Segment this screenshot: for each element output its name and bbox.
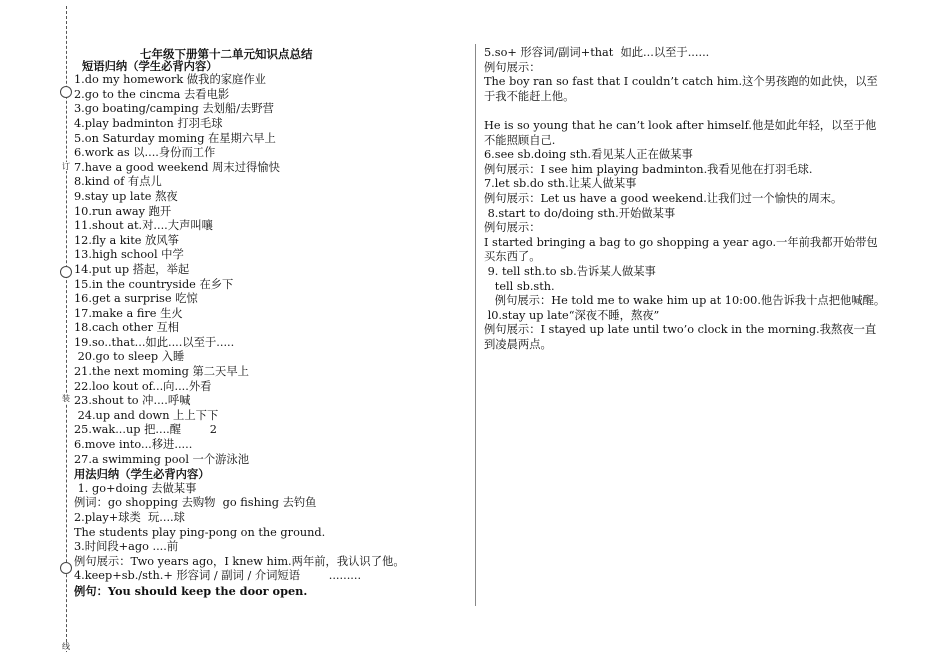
phrase-item: 24.up and down 上上下下 bbox=[74, 408, 219, 422]
phrase-item: 1.do my homework 做我的家庭作业 bbox=[74, 73, 266, 87]
usage-item: 1. go+doing 去做某事 bbox=[74, 481, 197, 495]
binding-mark-ding: 订 bbox=[62, 162, 70, 171]
usage-line: 例句展示：Let us have a good weekend.让我们过一个愉快的周末。 bbox=[484, 191, 843, 205]
phrase-item: 16.get a surprise 吃惊 bbox=[74, 292, 198, 306]
title-spacer bbox=[74, 44, 466, 59]
phrase-item: 11.shout at.对....大声叫嚷 bbox=[74, 219, 213, 233]
phrase-item: 20.go to sleep 入睡 bbox=[74, 350, 185, 364]
usage-line: 7.let sb.do sth.让某人做某事 bbox=[484, 177, 637, 191]
phrase-item: 2.go to the cincma 去看电影 bbox=[74, 87, 230, 101]
usage-line: l0.stay up late“深夜不睡，熬夜” bbox=[484, 308, 660, 322]
phrase-item: 13.high school 中学 bbox=[74, 248, 184, 262]
binding-dashed-line bbox=[66, 6, 67, 652]
usage-line: 例句展示： bbox=[484, 221, 541, 235]
usage-item: 3.时间段+ago ....前 bbox=[74, 540, 179, 554]
phrase-item: 27.a swimming pool 一个游泳池 bbox=[74, 452, 250, 466]
usage-last-example: 例句：You should keep the door open. bbox=[74, 583, 308, 598]
phrase-item: 14.put up 搭起，举起 bbox=[74, 262, 190, 276]
left-column bbox=[74, 44, 466, 599]
phrase-item: 7.have a good weekend 周末过得愉快 bbox=[74, 160, 280, 174]
usage-item: 例句展示：Two years ago，I knew him.两年前，我认识了他。 bbox=[74, 554, 405, 568]
phrase-item: 15.in the countryside 在乡下 bbox=[74, 277, 234, 291]
usage-heading: 用法归纳（学生必背内容） bbox=[74, 467, 210, 482]
example-paragraph: The boy ran so fast that I couldn’t catch him.这个男孩跑的如此快，以至于我不能赶上他。 bbox=[484, 75, 878, 103]
phrase-item: 12.fly a kite 放风筝 bbox=[74, 233, 179, 247]
usage-line: 例句展示： bbox=[484, 60, 541, 74]
phrase-item: 17.make a fire 生火 bbox=[74, 306, 183, 320]
usage-line: 例句展示：I see him playing badminton.我看见他在打羽毛球. bbox=[484, 162, 813, 176]
binding-hole-icon bbox=[60, 562, 72, 574]
example-paragraph: I started bringing a bag to go shopping a year ago.一年前我都开始带包买东西了。 bbox=[484, 235, 878, 264]
phrase-item: 21.the next moming 第二天早上 bbox=[74, 365, 249, 379]
phrase-item: 8.kind of 有点儿 bbox=[74, 175, 162, 189]
phrase-item: 23.shout to 冲....呼喊 bbox=[74, 394, 191, 408]
usage-item: 2.play+球类 玩....球 bbox=[74, 511, 185, 524]
usage-line: 例句展示：He told me to wake him up at 10:00.他告诉我十点把他喊醒。 bbox=[484, 294, 886, 308]
example-paragraph: He is so young that he can’t look after himself.他是如此年轻，以至于他不能照顾自己. bbox=[484, 118, 877, 147]
right-column bbox=[484, 46, 884, 352]
phrase-item: 9.stay up late 熬夜 bbox=[74, 189, 178, 203]
binding-mark-zhuang: 装 bbox=[62, 394, 70, 403]
document-title: 七年级下册第十二单元知识点总结 bbox=[140, 47, 313, 61]
phrases-heading: 短语归纳（学生必背内容） bbox=[82, 58, 218, 73]
usage-item: The students play ping-pong on the ground. bbox=[74, 525, 326, 539]
phrase-item: 6.work as 以....身份而工作 bbox=[74, 146, 216, 160]
binding-mark-xian: 线 bbox=[62, 642, 70, 651]
phrase-item: 4.play badminton 打羽毛球 bbox=[74, 116, 223, 130]
phrase-item: 18.cach other 互相 bbox=[74, 321, 180, 335]
example-paragraph: 例句展示：I stayed up late until two’o clock in the morning.我熬夜一直到凌晨两点。 bbox=[484, 323, 877, 351]
phrase-item: 25.wak...up 把....醒 2 bbox=[74, 423, 217, 437]
usage-item: 4.keep+sb./sth.+ 形容词 / 副词 / 介词短语 ......... bbox=[74, 569, 362, 583]
usage-line: tell sb.sth. bbox=[484, 279, 555, 293]
phrase-item: 3.go boating/camping 去划船/去野营 bbox=[74, 102, 274, 116]
usage-line: 9. tell sth.to sb.告诉某人做某事 bbox=[484, 264, 656, 278]
blank-line bbox=[484, 104, 884, 119]
usage-list bbox=[74, 482, 466, 584]
phrase-item: 22.loo kout of...向....外看 bbox=[74, 379, 212, 393]
phrase-list bbox=[74, 73, 466, 467]
phrase-item: 10.run away 跑开 bbox=[74, 204, 172, 218]
column-divider bbox=[475, 44, 476, 606]
phrase-item: 6.move into...移进..... bbox=[74, 438, 193, 452]
binding-hole-icon bbox=[60, 266, 72, 278]
usage-item: 例词：go shopping 去购物 go fishing 去钓鱼 bbox=[74, 496, 317, 510]
usage-line: 8.start to do/doing sth.开始做某事 bbox=[484, 206, 676, 220]
usage-line: 5.so+ 形容词/副词+that 如此...以至于...... bbox=[484, 46, 710, 59]
phrase-item: 19.so..that...如此....以至于..... bbox=[74, 335, 235, 349]
usage-line: 6.see sb.doing sth.看见某人正在做某事 bbox=[484, 148, 693, 162]
binding-hole-icon bbox=[60, 86, 72, 98]
phrase-item: 5.on Saturday moming 在星期六早上 bbox=[74, 131, 276, 145]
